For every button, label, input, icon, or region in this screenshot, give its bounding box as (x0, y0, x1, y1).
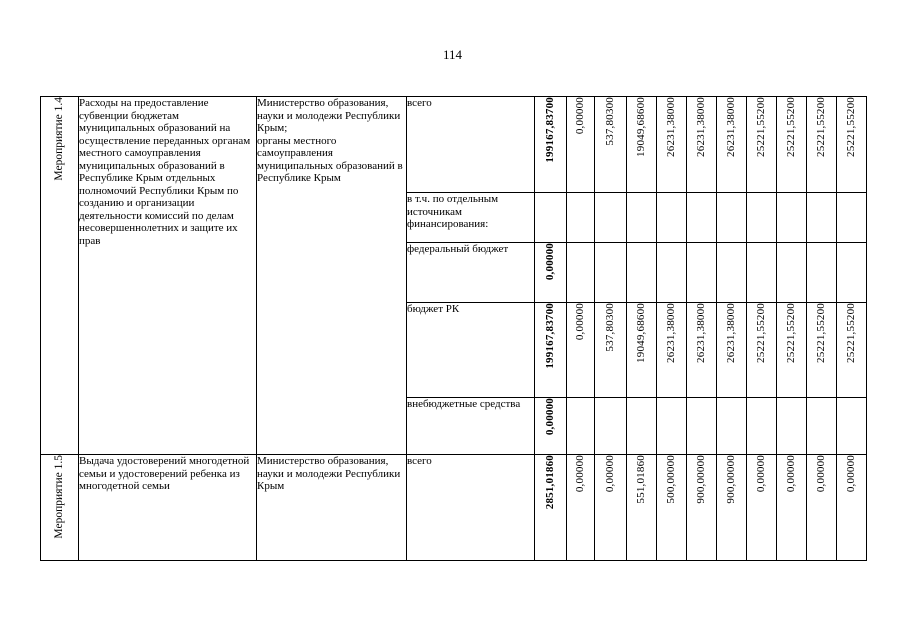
activity-label: Мероприятие 1.4 (53, 97, 66, 181)
year-value: 26231,38000 (725, 97, 738, 157)
year-value-cell (627, 303, 657, 398)
year-value-cell (595, 303, 627, 398)
year-value: 25221,55200 (755, 303, 768, 363)
empty-cell (837, 398, 867, 455)
total-cell (535, 243, 567, 303)
total-value: 2851,01860 (544, 455, 557, 510)
activity-label: Мероприятие 1.5 (53, 455, 66, 539)
year-value-cell (837, 303, 867, 398)
source-name: внебюджетные средства (407, 398, 535, 455)
empty-cell (777, 398, 807, 455)
year-value: 26231,38000 (695, 97, 708, 157)
year-value: 25221,55200 (785, 97, 798, 157)
year-value: 0,00000 (785, 455, 798, 493)
source-name: федеральный бюджет (407, 243, 535, 303)
year-value-cell (807, 303, 837, 398)
empty-cell (535, 193, 567, 243)
empty-cell (807, 243, 837, 303)
source-name: всего (407, 455, 535, 561)
year-value-cell (777, 303, 807, 398)
empty-cell (687, 398, 717, 455)
total-value: 0,00000 (544, 398, 557, 436)
total-cell (535, 455, 567, 561)
activity-executor: Министерство образования, науки и молодежи Республики Крым (257, 455, 407, 561)
empty-cell (595, 193, 627, 243)
year-value-cell (717, 455, 747, 561)
year-value: 500,00000 (665, 455, 678, 504)
empty-cell (777, 193, 807, 243)
empty-cell (747, 243, 777, 303)
year-value: 0,00000 (574, 455, 587, 493)
empty-cell (807, 398, 837, 455)
source-name: бюджет РК (407, 303, 535, 398)
year-value: 25221,55200 (755, 97, 768, 157)
source-name: в т.ч. по отдельным источникам финансирования: (407, 193, 535, 243)
year-value: 0,00000 (755, 455, 768, 493)
activity-label-cell (41, 455, 79, 561)
year-value: 0,00000 (574, 97, 587, 135)
year-value-cell (717, 97, 747, 193)
empty-cell (717, 243, 747, 303)
empty-cell (717, 398, 747, 455)
year-value-cell (657, 455, 687, 561)
year-value: 26231,38000 (665, 97, 678, 157)
total-value: 0,00000 (544, 243, 557, 281)
empty-cell (747, 398, 777, 455)
empty-cell (747, 193, 777, 243)
year-value-cell (747, 97, 777, 193)
empty-cell (567, 398, 595, 455)
empty-cell (717, 193, 747, 243)
total-cell (535, 97, 567, 193)
year-value: 551,01860 (635, 455, 648, 504)
empty-cell (627, 398, 657, 455)
year-value-cell (567, 303, 595, 398)
empty-cell (627, 243, 657, 303)
empty-cell (687, 193, 717, 243)
year-value-cell (837, 455, 867, 561)
table-row (41, 455, 867, 561)
empty-cell (777, 243, 807, 303)
year-value-cell (747, 455, 777, 561)
year-value: 25221,55200 (845, 97, 858, 157)
year-value: 25221,55200 (785, 303, 798, 363)
year-value-cell (687, 303, 717, 398)
year-value: 0,00000 (815, 455, 828, 493)
year-value-cell (595, 97, 627, 193)
year-value: 26231,38000 (665, 303, 678, 363)
year-value: 537,80300 (604, 97, 617, 146)
budget-table (40, 96, 867, 561)
year-value-cell (777, 455, 807, 561)
year-value: 0,00000 (604, 455, 617, 493)
year-value-cell (567, 455, 595, 561)
empty-cell (567, 243, 595, 303)
year-value-cell (687, 97, 717, 193)
total-cell (535, 303, 567, 398)
empty-cell (837, 243, 867, 303)
empty-cell (627, 193, 657, 243)
year-value: 19049,68600 (635, 303, 648, 363)
empty-cell (657, 398, 687, 455)
year-value-cell (807, 97, 837, 193)
total-cell (535, 398, 567, 455)
year-value-cell (627, 97, 657, 193)
year-value: 25221,55200 (815, 97, 828, 157)
year-value: 0,00000 (574, 303, 587, 341)
activity-description: Расходы на предоставление субвенции бюджетам муниципальных образований на осуществление переданных органам местного самоуправления муниципальных образований в Республике Крым отдельных полномочий Республики Крым по созданию и организации деятельности комиссий по делам несовершеннолетних и защите их прав (79, 97, 257, 455)
year-value-cell (747, 303, 777, 398)
year-value: 537,80300 (604, 303, 617, 352)
year-value-cell (595, 455, 627, 561)
year-value-cell (567, 97, 595, 193)
year-value: 26231,38000 (725, 303, 738, 363)
empty-cell (567, 193, 595, 243)
empty-cell (657, 193, 687, 243)
activity-description: Выдача удостоверений многодетной семьи и удостоверений ребенка из многодетной семьи (79, 455, 257, 561)
empty-cell (837, 193, 867, 243)
year-value: 25221,55200 (815, 303, 828, 363)
total-value: 199167,83700 (544, 303, 557, 369)
year-value-cell (657, 303, 687, 398)
year-value: 0,00000 (845, 455, 858, 493)
year-value: 25221,55200 (845, 303, 858, 363)
empty-cell (595, 398, 627, 455)
year-value-cell (687, 455, 717, 561)
total-value: 199167,83700 (544, 97, 557, 163)
year-value: 19049,68600 (635, 97, 648, 157)
year-value-cell (717, 303, 747, 398)
empty-cell (807, 193, 837, 243)
year-value-cell (807, 455, 837, 561)
source-name: всего (407, 97, 535, 193)
activity-label-cell (41, 97, 79, 455)
year-value-cell (837, 97, 867, 193)
year-value: 900,00000 (695, 455, 708, 504)
year-value-cell (777, 97, 807, 193)
page-number: 114 (442, 47, 463, 62)
table-row (41, 97, 867, 193)
year-value-cell (657, 97, 687, 193)
empty-cell (595, 243, 627, 303)
year-value: 900,00000 (725, 455, 738, 504)
activity-executor: Министерство образования, науки и молодежи Республики Крым; органы местного самоуправления муниципальных образований в Республике Крым (257, 97, 407, 455)
empty-cell (687, 243, 717, 303)
empty-cell (657, 243, 687, 303)
year-value: 26231,38000 (695, 303, 708, 363)
year-value-cell (627, 455, 657, 561)
